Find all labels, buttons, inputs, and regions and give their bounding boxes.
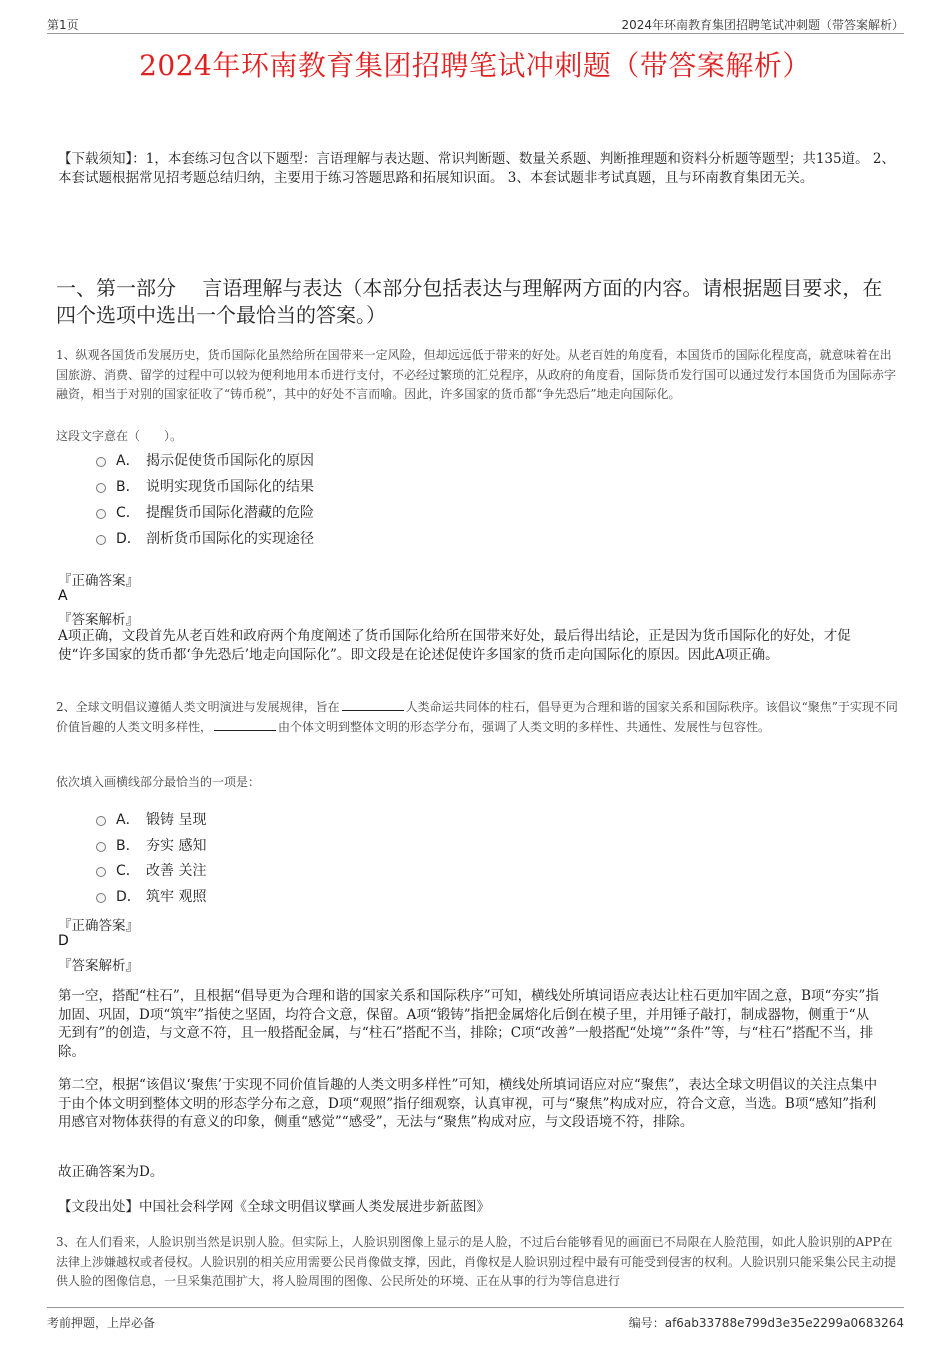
option-letter: B． (116, 838, 140, 854)
q2-question: 依次填入画横线部分最恰当的一项是： (56, 775, 261, 789)
q1-answer-label: 『正确答案』 (58, 573, 139, 589)
radio-button[interactable] (96, 509, 106, 519)
code-label: 编号： (628, 1316, 665, 1330)
option-text: 锻铸 呈现 (146, 812, 207, 828)
q2-answer-label: 『正确答案』 (58, 918, 139, 934)
q3-stem: 3、在人们看来，人脸识别当然是识别人脸。但实际上，人脸识别图像上显示的是人脸，不过后台能够看见的画面已不局限在人脸范围，如此人脸识别的APP在法律上涉嫌越权或者侵权。人脸识别的相关应用需要公民肖像做支撑，因此，肖像权是人脸识别过程中最有可能受到侵害的权利。人脸识别只能采集公民主动提供人脸的图像信息，一旦采集范围扩大，将人脸周围的图像、公民所处的环境、正在从事的行为等信息进行 (56, 1235, 897, 1288)
q1-option-c[interactable] (96, 502, 314, 522)
option-text: 提醒货币国际化潜藏的危险 (146, 505, 314, 521)
document-code (629, 1314, 904, 1331)
download-note: 【下载须知】：1，本套练习包含以下题型：言语理解与表达题、常识判断题、数量关系题、判断推理题和资料分析题等题型；共135道。 2、本套试题根据常见招考题总结归纳，主要用于练习答题思路和拓展知识面。 3、本套试题非考试真题，且与环南教育集团无关。 (58, 151, 895, 186)
footer-rule (47, 1307, 904, 1308)
q2-stem (56, 698, 898, 737)
option-letter: D． (116, 531, 141, 547)
q1-analysis: A项正确，文段首先从老百姓和政府两个角度阐述了货币国际化给所在国带来好处，最后得出结论，正是因为货币国际化的好处，才促使“许多国家的货币都‘争先恐后’地走向国际化”。即文段是在论述促使许多国家的货币走向国际化的原因。因此A项正确。 (58, 628, 851, 663)
q2-analysis-label: 『答案解析』 (58, 958, 139, 974)
q2-option-b[interactable] (96, 835, 206, 855)
radio-button[interactable] (96, 893, 106, 903)
q1-option-d[interactable] (96, 528, 314, 548)
radio-button[interactable] (96, 483, 106, 493)
option-text: 剖析货币国际化的实现途径 (146, 531, 314, 547)
radio-button[interactable] (96, 535, 106, 545)
footer-slogan: 考前押题，上岸必备 (47, 1316, 156, 1330)
option-letter: D． (116, 889, 141, 905)
fill-blank-2 (214, 718, 276, 731)
page-number: 第1页 (47, 18, 79, 32)
q1-option-b[interactable] (96, 476, 314, 496)
radio-button[interactable] (96, 457, 106, 467)
option-text: 夯实 感知 (146, 838, 207, 854)
header-rule (47, 33, 904, 34)
q1-question: 这段文字意在（ ）。 (56, 429, 183, 443)
q2-analysis-p1: 第一空，搭配“柱石”，且根据“倡导更为合理和谐的国家关系和国际秩序”可知，横线处所填词语应表达让柱石更加牢固之意，B项“夯实”指加固、巩固，D项“筑牢”指使之坚固，均符合文意，保留。A项“锻铸”指把金属熔化后倒在模子里，并用锤子敲打，制成器物，侧重于“从无到有”的创造，与文意不符，且一般搭配金属，与“柱石”搭配不当，排除；C项“改善”一般搭配“处境”“条件”等，与“柱石”搭配不当，排除。 (58, 988, 879, 1060)
q1-analysis-label: 『答案解析』 (58, 612, 139, 628)
q1-stem: 1、纵观各国货币发展历史，货币国际化虽然给所在国带来一定风险，但却远远低于带来的好处。从老百姓的角度看，本国货币的国际化程度高，就意味着在出国旅游、消费、留学的过程中可以较为便利地用本币进行支付，不必经过繁琐的汇兑程序，从政府的角度看，国际货币发行国可以通过发行本国货币为国际赤字融资，相当于对别的国家征收了“铸币税”，其中的好处不言而喻。因此，许多国家的货币都“争先恐后”地走向国际化。 (56, 348, 897, 401)
q2-stem-part2: 人类命运共同体的柱石，倡导更为合理和谐的国家关系和国际秩序。该倡议“聚焦”于实现不同价值旨趣的人类文明多样性， (56, 700, 898, 734)
option-letter: A． (116, 453, 140, 469)
q2-source: 【文段出处】中国社会科学网《全球文明倡议擘画人类发展进步新蓝图》 (58, 1199, 490, 1215)
q1-answer: A (58, 588, 68, 604)
option-text: 改善 关注 (146, 863, 207, 879)
running-title: 2024年环南教育集团招聘笔试冲刺题（带答案解析） (621, 18, 904, 32)
code-value: af6ab33788e799d3e35e2299a0683264 (664, 1316, 904, 1330)
q2-option-d[interactable] (96, 886, 206, 906)
radio-button[interactable] (96, 842, 106, 852)
fill-blank-1 (342, 698, 404, 711)
q1-option-a[interactable] (96, 450, 314, 470)
option-letter: A． (116, 812, 140, 828)
q2-stem-part1: 2、全球文明倡议遵循人类文明演进与发展规律，旨在 (56, 700, 340, 714)
q2-answer: D (58, 933, 69, 949)
section-heading: 一、第一部分 言语理解与表达（本部分包括表达与理解两方面的内容。请根据题目要求，在四个选项中选出一个最恰当的答案。） (56, 276, 883, 327)
option-letter: B． (116, 479, 140, 495)
option-text: 说明实现货币国际化的结果 (146, 479, 314, 495)
q2-analysis-p2: 第二空，根据“该倡议‘聚焦’于实现不同价值旨趣的人类文明多样性”可知，横线处所填词语应对应“聚焦”，表达全球文明倡议的关注点集中于由个体文明到整体文明的形态学分布之意，D项“观照”指仔细观察，认真审视，可与“聚焦”构成对应，符合文意，当选。B项“感知”指利用感官对物体获得的有意义的印象，侧重“感觉”“感受”，无法与“聚焦”构成对应，与文段语境不符，排除。 (58, 1077, 878, 1130)
q2-option-a[interactable] (96, 809, 206, 829)
radio-button[interactable] (96, 816, 106, 826)
radio-button[interactable] (96, 867, 106, 877)
q2-option-c[interactable] (96, 860, 206, 880)
option-text: 揭示促使货币国际化的原因 (146, 453, 314, 469)
q2-stem-part3: 由个体文明到整体文明的形态学分布，强调了人类文明的多样性、共通性、发展性与包容性。 (278, 719, 771, 734)
q2-conclusion: 故正确答案为D。 (58, 1164, 164, 1180)
option-letter: C． (116, 863, 140, 879)
option-text: 筑牢 观照 (146, 889, 207, 905)
page-title: 2024年环南教育集团招聘笔试冲刺题（带答案解析） (139, 49, 811, 82)
option-letter: C． (116, 505, 140, 521)
